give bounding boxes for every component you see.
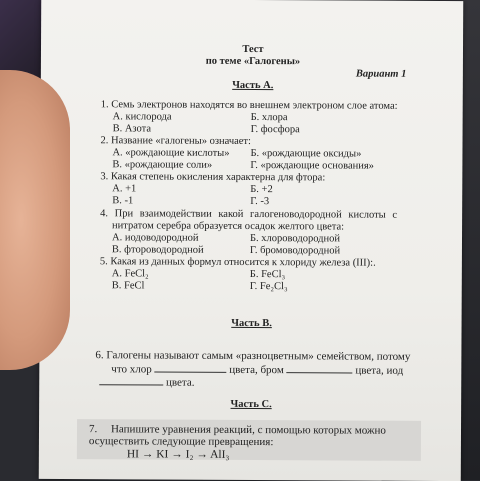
q1-option-c: В. Азота [112,123,152,135]
q1-option-d: Г. фосфора [250,123,300,136]
part-b-heading: Часть В. [231,317,272,330]
test-sheet [39,0,464,481]
q4-option-d: Г. бромоводородной [249,244,341,257]
part-c-heading: Часть С. [230,398,272,411]
q2-option-a: А. «рождающие кислоты» [112,147,230,159]
q6-text-line1: 6. Галогены называют самым «разноцветным» семейством, потому [95,349,411,363]
q2-option-d: Г. «рождающие основания» [250,159,374,172]
q4-text-line1: 4. При взаимодействии какой галогеноводородной кислоты с [100,208,398,221]
title-test: Тест [242,43,264,56]
q6-blank-bromine[interactable] [287,363,353,373]
q5-option-d: Г. Fe₂Cl₃ [249,280,288,293]
q7-number: 7. [88,423,98,436]
q7-text-line2: осуществить следующие превращения: [88,435,274,449]
q5-option-c: В. FeCl [111,280,145,292]
q3-text: 3. Какая степень окисления характерна для фтора: [100,171,326,184]
q5-option-b: Б. FeCl₃ [249,268,286,281]
title-topic: по теме «Галогены» [205,55,301,68]
q3-option-a: А. +1 [112,183,137,195]
q3-option-d: Г. -3 [250,195,270,208]
q4-text-line2: нитратом серебра образуется осадок желтого цвета: [112,220,345,233]
q7-line1: Напишите уравнения реакций, с помощью которых можно [110,423,386,437]
hand [0,70,70,370]
q6-blank-chlorine[interactable] [154,362,226,372]
q2-text: 2. Название «галогены» означает: [100,135,251,147]
q6-word-chto-hlor: что хлор [111,363,152,376]
q5-text: 5. Какая из данных формул относится к хлориду железа (III):. [99,256,376,269]
q1-text: 1. Семь электронов находятся во внешнем электроном слое атома: [100,99,398,112]
q6-word-tsveta-brom: цвета, бром [229,363,284,377]
q6-text-line3 [99,375,194,388]
q3-option-b: Б. +2 [250,183,273,196]
q3-option-c: В. -1 [112,195,134,207]
q2-option-b: Б. «рождающие оксиды» [250,147,362,160]
q4-option-c: В. фтороводородной [111,244,204,256]
q1-option-a: А. кислорода [112,111,172,123]
q7-chain: HI → KI → I₂ → AlI₃ [126,448,230,461]
q2-option-c: В. «рождающие соли» [112,159,213,171]
q6-blank-iodine[interactable] [99,375,163,385]
q6-word-tsveta-iod: цвета, иод [355,364,404,377]
q4-option-a: А. иодоводородной [111,232,199,244]
part-a-heading: Часть А. [232,79,274,92]
variant-label: Вариант 1 [355,68,407,80]
q1-option-b: Б. хлора [250,111,288,124]
q4-option-b: Б. хлороводородной [249,232,341,245]
q6-word-tsveta: цвета. [165,376,195,389]
q5-option-a: А. FeCl₂ [111,268,149,280]
